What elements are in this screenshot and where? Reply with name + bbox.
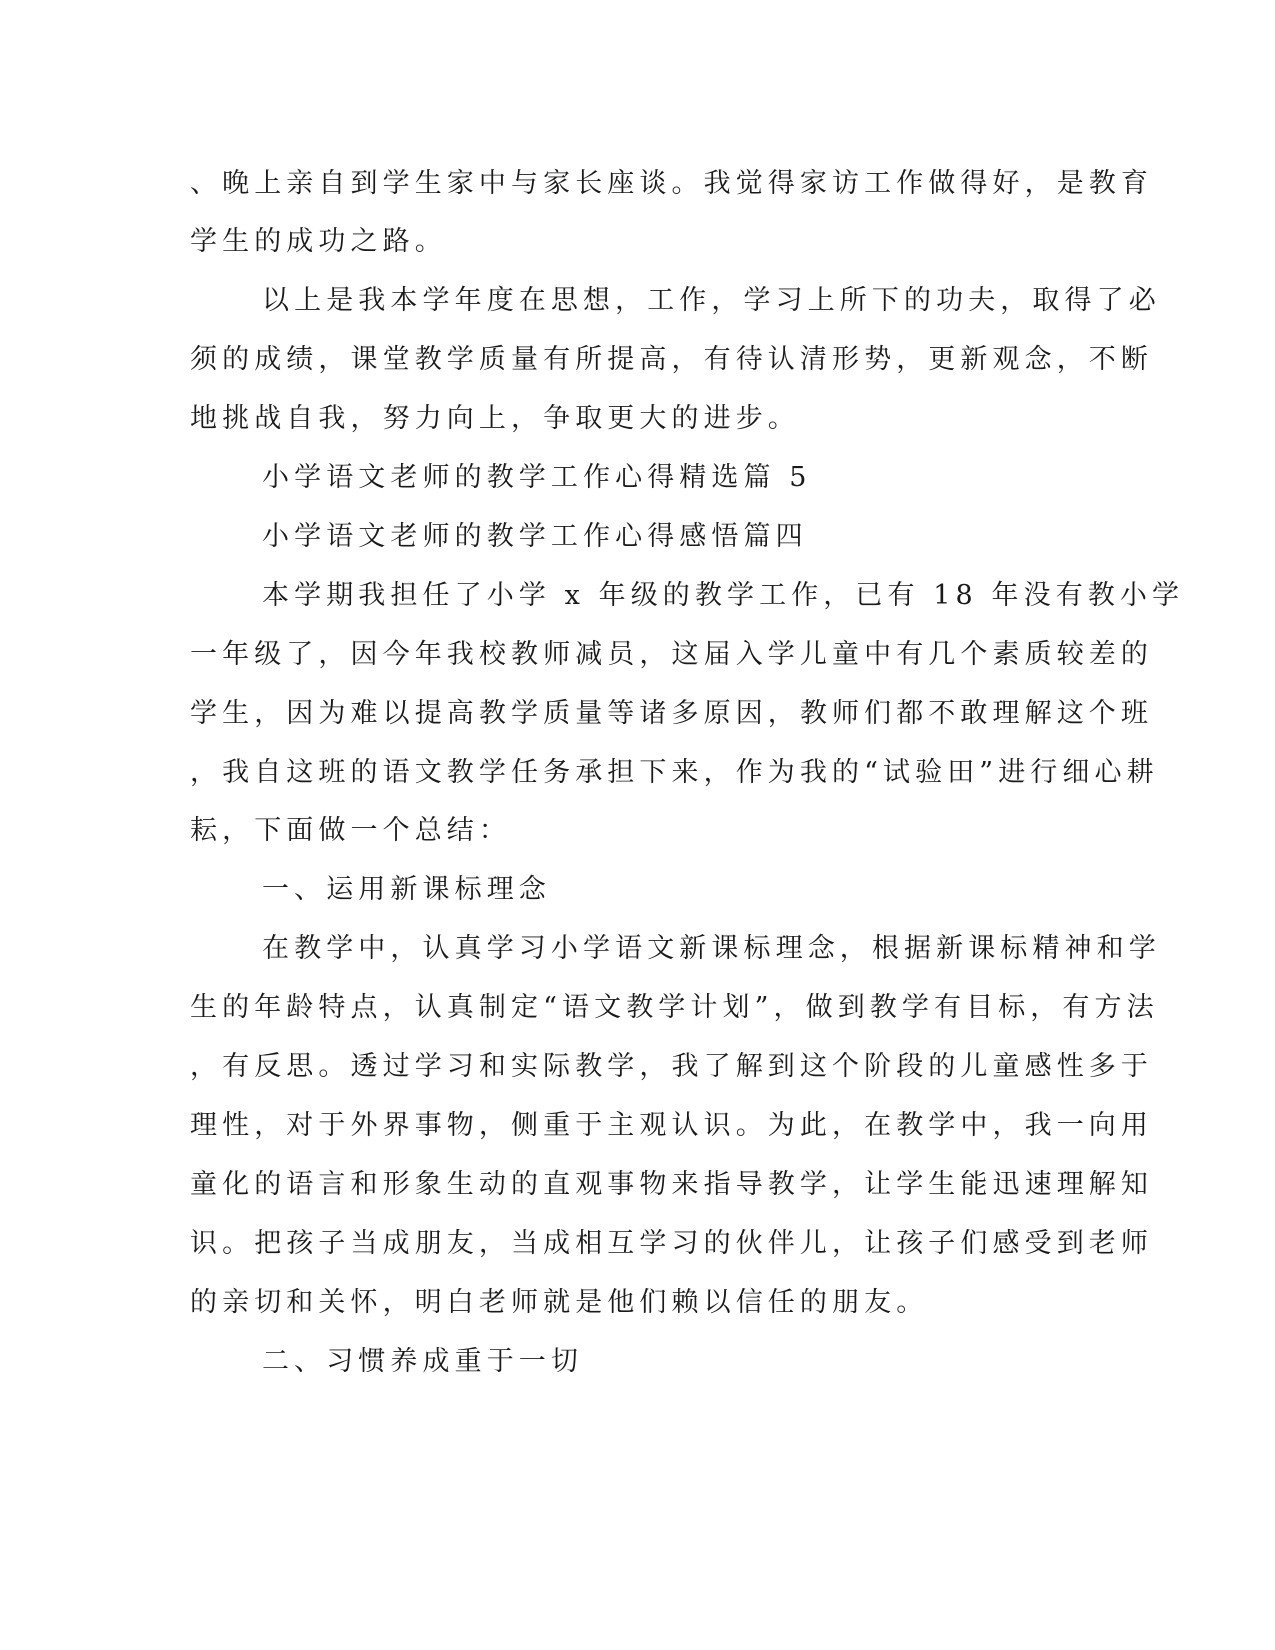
text-line: 、晚上亲自到学生家中与家长座谈。我觉得家访工作做得好，是教育 (190, 168, 1153, 199)
subheading: 一、运用新课标理念 (262, 874, 551, 905)
text-line: 须的成绩，课堂教学质量有所提高，有待认清形势，更新观念，不断 (190, 344, 1153, 375)
text-line: 理性，对于外界事物，侧重于主观认识。为此，在教学中，我一向用 (190, 1110, 1153, 1141)
section-heading: 小学语文老师的教学工作心得感悟篇四 (262, 521, 808, 552)
paragraph-start-line: 以上是我本学年度在思想，工作，学习上所下的功夫，取得了必 (262, 285, 1161, 316)
text-line: 识。把孩子当成朋友，当成相互学习的伙伴儿，让孩子们感受到老师 (190, 1228, 1153, 1259)
text-line: 耘，下面做一个总结： (190, 815, 511, 846)
subheading: 二、习惯养成重于一切 (262, 1346, 583, 1377)
text-line: 生的年龄特点，认真制定“语文教学计划”，做到教学有目标，有方法 (190, 992, 1159, 1023)
text-line: ，有反思。透过学习和实际教学，我了解到这个阶段的儿童感性多于 (190, 1051, 1153, 1082)
paragraph-start-line: 在教学中，认真学习小学语文新课标理念，根据新课标精神和学 (262, 933, 1161, 964)
text-line: 的亲切和关怀，明白老师就是他们赖以信任的朋友。 (190, 1287, 929, 1318)
text-line: 学生的成功之路。 (190, 226, 447, 257)
section-heading: 小学语文老师的教学工作心得精选篇 5 (262, 462, 812, 493)
text-line: 学生，因为难以提高教学质量等诸多原因，教师们都不敢理解这个班 (190, 698, 1153, 729)
text-line: ，我自这班的语文教学任务承担下来，作为我的“试验田”进行细心耕 (190, 757, 1159, 788)
text-line: 地挑战自我，努力向上，争取更大的进步。 (190, 403, 800, 434)
paragraph-start-line: 本学期我担任了小学 x 年级的教学工作，已有 18 年没有教小学 (262, 580, 1185, 611)
text-line: 童化的语言和形象生动的直观事物来指导教学，让学生能迅速理解知 (190, 1169, 1153, 1200)
text-line: 一年级了，因今年我校教师减员，这届入学儿童中有几个素质较差的 (190, 639, 1153, 670)
